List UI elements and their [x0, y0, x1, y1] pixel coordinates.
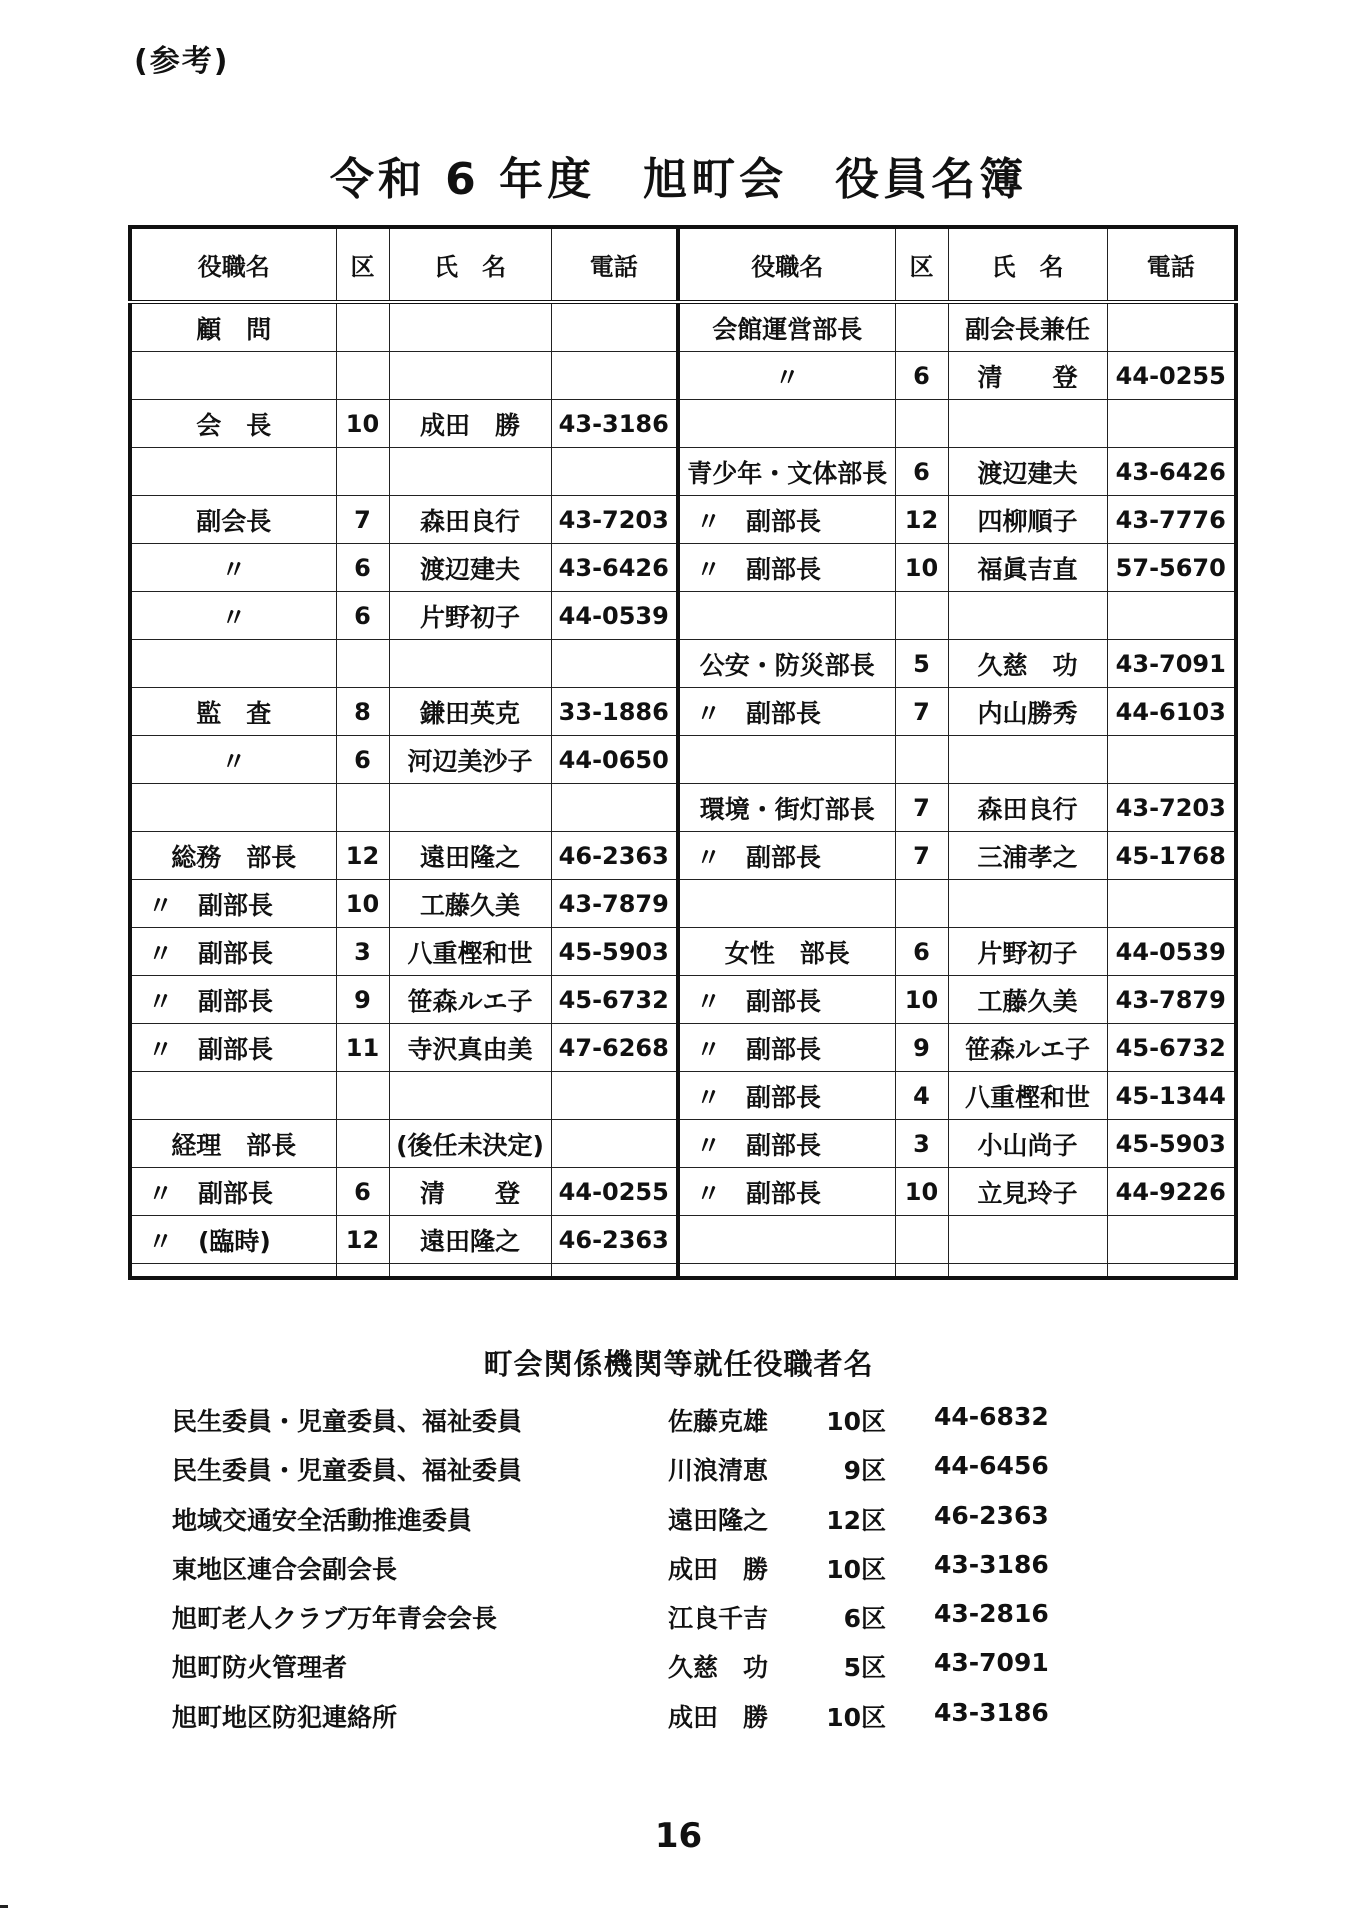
- table-row: [130, 976, 1236, 1024]
- phone-left-cell: 43-3186: [551, 400, 678, 448]
- name-right-cell: [948, 400, 1107, 448]
- name-left-cell: 工藤久美: [389, 880, 551, 928]
- page-number: 16: [654, 1816, 703, 1856]
- position-left-cell: 〃 副部長: [130, 928, 336, 976]
- ward-right-cell: 10: [895, 976, 948, 1024]
- ward-right-cell: 9: [895, 1024, 948, 1072]
- phone-left-cell: [551, 640, 678, 688]
- name-left-cell: 片野初子: [389, 592, 551, 640]
- table-row: [130, 688, 1236, 736]
- phone-right-cell: 44-6103: [1107, 688, 1236, 736]
- phone-right-cell: [1107, 736, 1236, 784]
- name-right-cell: 四柳順子: [948, 496, 1107, 544]
- name-left-cell: [389, 302, 551, 352]
- phone: 43-3186: [934, 1549, 1049, 1579]
- header-phone-left: 電話: [551, 227, 678, 302]
- ward-right-cell: [895, 880, 948, 928]
- name-right-cell: 渡辺建夫: [948, 448, 1107, 496]
- list-item: [172, 1550, 1172, 1599]
- position-left-cell: 監 査: [130, 688, 336, 736]
- name-left-cell: [389, 1072, 551, 1120]
- phone-left-cell: 44-0539: [551, 592, 678, 640]
- phone-left-cell: 43-7203: [551, 496, 678, 544]
- position-left-cell: 〃 副部長: [130, 1024, 336, 1072]
- ward: 10区: [826, 1554, 886, 1584]
- ward-left-cell: [336, 448, 389, 496]
- table-row: [130, 880, 1236, 928]
- name-right-cell: 笹森ルエ子: [948, 1024, 1107, 1072]
- position-left-cell: 総務 部長: [130, 832, 336, 880]
- position-right-cell: 〃 副部長: [678, 832, 895, 880]
- page-title: 令和 6 年度 旭町会 役員名簿: [329, 154, 1028, 205]
- header-ward-right: 区: [895, 227, 948, 302]
- name-right-cell: [948, 736, 1107, 784]
- table-row: [130, 592, 1236, 640]
- organization-role: 旭町地区防犯連絡所: [172, 1702, 398, 1732]
- name-left-cell: 渡辺建夫: [389, 544, 551, 592]
- phone-left-cell: [551, 302, 678, 352]
- phone-left-cell: [551, 1072, 678, 1120]
- table-row: [130, 448, 1236, 496]
- header-name-right: 氏 名: [948, 227, 1107, 302]
- closing-cell: [895, 1264, 948, 1279]
- phone: 46-2363: [934, 1500, 1049, 1530]
- person-name: 久慈 功: [668, 1653, 769, 1683]
- closing-cell: [678, 1264, 895, 1279]
- position-left-cell: [130, 784, 336, 832]
- closing-cell: [336, 1264, 389, 1279]
- ward-left-cell: 11: [336, 1024, 389, 1072]
- position-right-cell: [678, 592, 895, 640]
- roster-header-row: [130, 227, 1236, 302]
- ward-left-cell: 7: [336, 496, 389, 544]
- position-left-cell: 〃: [130, 736, 336, 784]
- table-row: [130, 1216, 1236, 1264]
- ward-right-cell: 5: [895, 640, 948, 688]
- name-right-cell: 三浦孝之: [948, 832, 1107, 880]
- position-left-cell: 顧 問: [130, 302, 336, 352]
- position-right-cell: [678, 880, 895, 928]
- position-left-cell: [130, 1072, 336, 1120]
- roster-body: [130, 302, 1236, 1278]
- person-name: 佐藤克雄: [668, 1407, 769, 1436]
- list-item: [172, 1648, 1172, 1697]
- name-left-cell: 遠田隆之: [389, 832, 551, 880]
- ward-left-cell: [336, 640, 389, 688]
- name-right-cell: [948, 1216, 1107, 1264]
- position-left-cell: [130, 448, 336, 496]
- position-right-cell: 青少年・文体部長: [678, 448, 895, 496]
- ward-left-cell: 12: [336, 832, 389, 880]
- person-name: 江良千吉: [668, 1604, 769, 1634]
- position-left-cell: 副会長: [130, 496, 336, 544]
- ward-left-cell: 6: [336, 544, 389, 592]
- name-left-cell: 寺沢真由美: [389, 1024, 551, 1072]
- organization-role: 旭町老人クラブ万年青会会長: [172, 1604, 498, 1634]
- name-left-cell: 八重樫和世: [389, 928, 551, 976]
- name-left-cell: [389, 784, 551, 832]
- position-right-cell: 女性 部長: [678, 928, 895, 976]
- name-right-cell: 福眞吉直: [948, 544, 1107, 592]
- phone-right-cell: [1107, 880, 1236, 928]
- phone-left-cell: [551, 448, 678, 496]
- position-right-cell: 〃 副部長: [678, 544, 895, 592]
- phone-left-cell: 46-2363: [551, 1216, 678, 1264]
- phone-right-cell: 43-7776: [1107, 496, 1236, 544]
- name-right-cell: 久慈 功: [948, 640, 1107, 688]
- ward-right-cell: 6: [895, 928, 948, 976]
- table-row: [130, 1168, 1236, 1216]
- ward-right-cell: [895, 302, 948, 352]
- organization-role: 民生委員・児童委員、福祉委員: [172, 1407, 523, 1436]
- position-right-cell: 〃 副部長: [678, 976, 895, 1024]
- table-row: [130, 1120, 1236, 1168]
- person-name: 川浪清恵: [668, 1456, 769, 1486]
- position-right-cell: 公安・防災部長: [678, 640, 895, 688]
- ward-right-cell: 4: [895, 1072, 948, 1120]
- position-left-cell: 〃: [130, 544, 336, 592]
- name-left-cell: (後任未決定): [389, 1120, 551, 1168]
- phone-right-cell: 43-7091: [1107, 640, 1236, 688]
- organization-role: 東地区連合会副会長: [172, 1554, 398, 1584]
- position-left-cell: [130, 352, 336, 400]
- phone: 43-3186: [934, 1697, 1049, 1727]
- name-right-cell: 工藤久美: [948, 976, 1107, 1024]
- organization-role: 民生委員・児童委員、福祉委員: [172, 1456, 523, 1486]
- ward-left-cell: 10: [336, 400, 389, 448]
- phone-left-cell: [551, 352, 678, 400]
- position-right-cell: 環境・街灯部長: [678, 784, 895, 832]
- header-name-left: 氏 名: [389, 227, 551, 302]
- phone-left-cell: 44-0650: [551, 736, 678, 784]
- name-left-cell: 清 登: [389, 1168, 551, 1216]
- person-name: 成田 勝: [668, 1702, 769, 1732]
- position-left-cell: [130, 640, 336, 688]
- name-right-cell: 小山尚子: [948, 1120, 1107, 1168]
- ward-right-cell: [895, 400, 948, 448]
- name-right-cell: 立見玲子: [948, 1168, 1107, 1216]
- list-item: [172, 1698, 1172, 1747]
- ward-left-cell: [336, 352, 389, 400]
- name-left-cell: 鎌田英克: [389, 688, 551, 736]
- phone-right-cell: 45-6732: [1107, 1024, 1236, 1072]
- closing-cell: [389, 1264, 551, 1279]
- ward-right-cell: 10: [895, 544, 948, 592]
- name-right-cell: [948, 880, 1107, 928]
- ward-right-cell: 7: [895, 784, 948, 832]
- ward-left-cell: 10: [336, 880, 389, 928]
- name-right-cell: [948, 592, 1107, 640]
- ward-left-cell: 8: [336, 688, 389, 736]
- closing-cell: [130, 1264, 336, 1279]
- position-right-cell: 〃 副部長: [678, 1024, 895, 1072]
- phone: 43-7091: [934, 1648, 1049, 1678]
- name-right-cell: 副会長兼任: [948, 302, 1107, 352]
- position-left-cell: 〃: [130, 592, 336, 640]
- closing-cell: [948, 1264, 1107, 1279]
- name-right-cell: 森田良行: [948, 784, 1107, 832]
- table-row: [130, 736, 1236, 784]
- list-item: [172, 1451, 1172, 1500]
- name-right-cell: 清 登: [948, 352, 1107, 400]
- table-row: [130, 1072, 1236, 1120]
- position-right-cell: 会館運営部長: [678, 302, 895, 352]
- position-right-cell: [678, 400, 895, 448]
- phone-right-cell: 57-5670: [1107, 544, 1236, 592]
- ward: 10区: [826, 1407, 886, 1436]
- ward-right-cell: 10: [895, 1168, 948, 1216]
- phone-left-cell: 45-6732: [551, 976, 678, 1024]
- header-position-left: 役職名: [130, 227, 336, 302]
- name-right-cell: 片野初子: [948, 928, 1107, 976]
- position-left-cell: 〃 副部長: [130, 1168, 336, 1216]
- ward: 9区: [843, 1456, 886, 1486]
- ward: 12区: [826, 1505, 886, 1535]
- table-row: [130, 784, 1236, 832]
- phone: 44-6832: [934, 1402, 1049, 1431]
- phone-left-cell: 43-6426: [551, 544, 678, 592]
- related-section-title: 町会関係機関等就任役職者名: [483, 1347, 874, 1381]
- table-row: [130, 400, 1236, 448]
- position-left-cell: 〃 副部長: [130, 976, 336, 1024]
- name-left-cell: 河辺美沙子: [389, 736, 551, 784]
- phone-right-cell: 44-9226: [1107, 1168, 1236, 1216]
- phone-right-cell: 43-6426: [1107, 448, 1236, 496]
- ward-left-cell: [336, 784, 389, 832]
- phone-right-cell: 44-0539: [1107, 928, 1236, 976]
- ward-right-cell: [895, 1216, 948, 1264]
- phone-left-cell: 44-0255: [551, 1168, 678, 1216]
- ward: 10区: [826, 1702, 886, 1732]
- phone-right-cell: 43-7879: [1107, 976, 1236, 1024]
- table-row: [130, 1024, 1236, 1072]
- person-name: 成田 勝: [668, 1554, 769, 1584]
- phone-right-cell: [1107, 302, 1236, 352]
- person-name: 遠田隆之: [668, 1505, 769, 1535]
- phone-right-cell: [1107, 1216, 1236, 1264]
- ward-left-cell: [336, 1120, 389, 1168]
- header-position-right: 役職名: [678, 227, 895, 302]
- phone-right-cell: 44-0255: [1107, 352, 1236, 400]
- phone-left-cell: [551, 1120, 678, 1168]
- ward: 5区: [843, 1653, 886, 1683]
- officer-roster-table: [128, 225, 1238, 1280]
- phone-left-cell: 45-5903: [551, 928, 678, 976]
- closing-cell: [551, 1264, 678, 1279]
- phone-right-cell: 45-1768: [1107, 832, 1236, 880]
- ward-right-cell: [895, 592, 948, 640]
- ward-left-cell: 12: [336, 1216, 389, 1264]
- phone-left-cell: 47-6268: [551, 1024, 678, 1072]
- name-left-cell: 遠田隆之: [389, 1216, 551, 1264]
- ward-left-cell: [336, 302, 389, 352]
- ward: 6区: [843, 1604, 886, 1634]
- phone-right-cell: 45-1344: [1107, 1072, 1236, 1120]
- ward-left-cell: [336, 1072, 389, 1120]
- ward-right-cell: [895, 736, 948, 784]
- table-closing-row: [130, 1264, 1236, 1279]
- ward-right-cell: 6: [895, 352, 948, 400]
- ward-right-cell: 3: [895, 1120, 948, 1168]
- position-right-cell: 〃 副部長: [678, 1072, 895, 1120]
- table-row: [130, 832, 1236, 880]
- list-item: [172, 1501, 1172, 1550]
- position-left-cell: 経理 部長: [130, 1120, 336, 1168]
- ward-right-cell: 7: [895, 832, 948, 880]
- organization-role: 旭町防火管理者: [172, 1653, 348, 1683]
- table-row: [130, 928, 1236, 976]
- ward-left-cell: 3: [336, 928, 389, 976]
- name-right-cell: 内山勝秀: [948, 688, 1107, 736]
- header-ward-left: 区: [336, 227, 389, 302]
- name-left-cell: [389, 640, 551, 688]
- position-right-cell: 〃 副部長: [678, 1168, 895, 1216]
- related-positions-list: [172, 1402, 1172, 1747]
- phone: 44-6456: [934, 1451, 1049, 1481]
- ward-right-cell: 6: [895, 448, 948, 496]
- name-left-cell: [389, 352, 551, 400]
- position-right-cell: 〃 副部長: [678, 496, 895, 544]
- list-item: [172, 1599, 1172, 1648]
- organization-role: 地域交通安全活動推進委員: [172, 1505, 473, 1535]
- reference-label: (参考): [134, 44, 230, 79]
- ward-left-cell: 6: [336, 736, 389, 784]
- phone-right-cell: [1107, 592, 1236, 640]
- table-row: [130, 544, 1236, 592]
- name-left-cell: 笹森ルエ子: [389, 976, 551, 1024]
- position-right-cell: [678, 736, 895, 784]
- ward-left-cell: 6: [336, 592, 389, 640]
- ward-right-cell: 12: [895, 496, 948, 544]
- table-row: [130, 352, 1236, 400]
- position-right-cell: [678, 1216, 895, 1264]
- position-left-cell: 〃 副部長: [130, 880, 336, 928]
- phone-right-cell: 43-7203: [1107, 784, 1236, 832]
- position-left-cell: 会 長: [130, 400, 336, 448]
- phone: 43-2816: [934, 1599, 1049, 1629]
- table-row: [130, 302, 1236, 352]
- phone-right-cell: 45-5903: [1107, 1120, 1236, 1168]
- phone-left-cell: 46-2363: [551, 832, 678, 880]
- table-row: [130, 496, 1236, 544]
- position-right-cell: 〃 副部長: [678, 1120, 895, 1168]
- ward-left-cell: 9: [336, 976, 389, 1024]
- position-left-cell: 〃 (臨時): [130, 1216, 336, 1264]
- position-right-cell: 〃 副部長: [678, 688, 895, 736]
- name-left-cell: 成田 勝: [389, 400, 551, 448]
- position-right-cell: 〃: [678, 352, 895, 400]
- ward-left-cell: 6: [336, 1168, 389, 1216]
- list-item: [172, 1402, 1172, 1451]
- name-left-cell: [389, 448, 551, 496]
- name-left-cell: 森田良行: [389, 496, 551, 544]
- phone-left-cell: [551, 784, 678, 832]
- phone-left-cell: 43-7879: [551, 880, 678, 928]
- phone-right-cell: [1107, 400, 1236, 448]
- phone-left-cell: 33-1886: [551, 688, 678, 736]
- scan-edge-mark: [0, 1905, 8, 1908]
- header-phone-right: 電話: [1107, 227, 1236, 302]
- ward-right-cell: 7: [895, 688, 948, 736]
- closing-cell: [1107, 1264, 1236, 1279]
- table-row: [130, 640, 1236, 688]
- name-right-cell: 八重樫和世: [948, 1072, 1107, 1120]
